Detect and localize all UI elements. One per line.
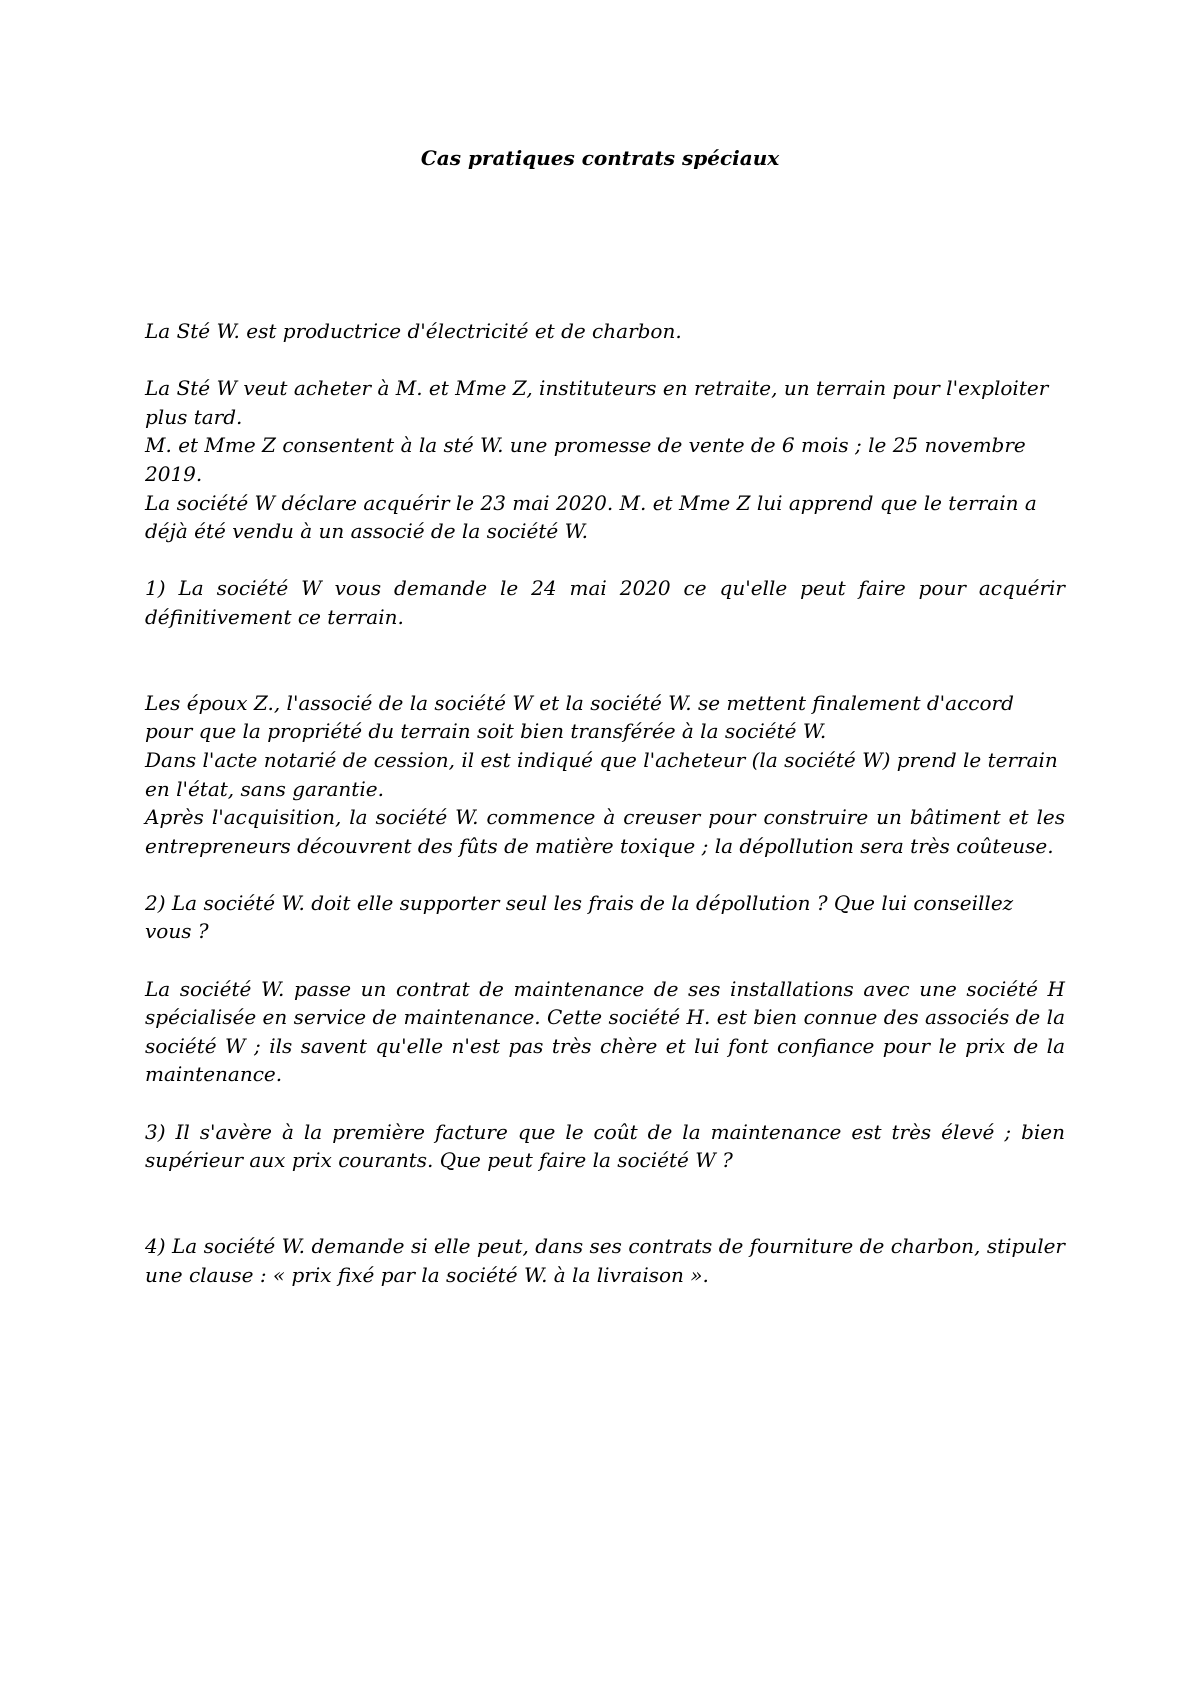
paragraph-spacer [145,346,1065,375]
paragraph-spacer [145,860,1065,889]
situation-2-line-1: Les époux Z., l'associé de la société W et la société W. se mettent finalement d'accord pour que la propriété du terrain soit bien transférée à la société W. [145,690,1014,744]
question-1-paragraph: 1) La société W vous demande le 24 mai 2020 ce qu'elle peut faire pour acquérir définitivement ce terrain. [145,576,1065,629]
paragraph-spacer [145,1089,1065,1118]
situation-1-paragraph [145,374,1065,546]
situation-2-paragraph [145,689,1065,861]
document-title: Cas pratiques contrats spéciaux [420,146,780,170]
situation-2-line-2: Dans l'acte notarié de cession, il est indiqué que l'acheteur (la société W) prend le terrain en l'état, sans garantie. [145,747,1058,801]
situation-1-line-2: M. et Mme Z consentent à la sté W. une promesse de vente de 6 mois ; le 25 novembre 2019. [145,433,1026,486]
question-2-paragraph: 2) La société W. doit elle supporter seul les frais de la dépollution ? Que lui conseillez vous ? [145,890,1014,944]
question-3-paragraph: 3) Il s'avère à la première facture que le coût de la maintenance est très élevé ; bien supérieur aux prix courants. Que peut faire la société W ? [145,1119,1065,1173]
question-4-paragraph: 4) La société W. demande si elle peut, dans ses contrats de fourniture de charbon, stipuler une clause : « prix fixé par la société W. à la livraison ». [145,1234,1065,1287]
document-body [145,317,1065,1289]
situation-3-paragraph: La société W. passe un contrat de maintenance de ses installations avec une société H spécialisée en service de maintenance. Cette société H. est bien connue des associés de la société W ; ils savent qu'elle n'est pas très chère et lui font confiance pour le prix de la maintenance. [145,976,1065,1087]
paragraph-spacer [145,1175,1065,1232]
paragraph-spacer [145,946,1065,975]
paragraph-spacer [145,546,1065,575]
intro-paragraph: La Sté W. est productrice d'électricité et de charbon. [145,319,682,343]
paragraph-spacer [145,632,1065,689]
situation-1-line-1: La Sté W veut acheter à M. et Mme Z, instituteurs en retraite, un terrain pour l'exploiter plus tard. [145,376,1049,429]
situation-2-line-3: Après l'acquisition, la société W. commence à creuser pour construire un bâtiment et les entrepreneurs découvrent des fûts de matière toxique ; la dépollution sera très coûteuse. [145,805,1065,858]
situation-1-line-3: La société W déclare acquérir le 23 mai 2020. M. et Mme Z lui apprend que le terrain a déjà été vendu à un associé de la société W. [145,490,1037,544]
